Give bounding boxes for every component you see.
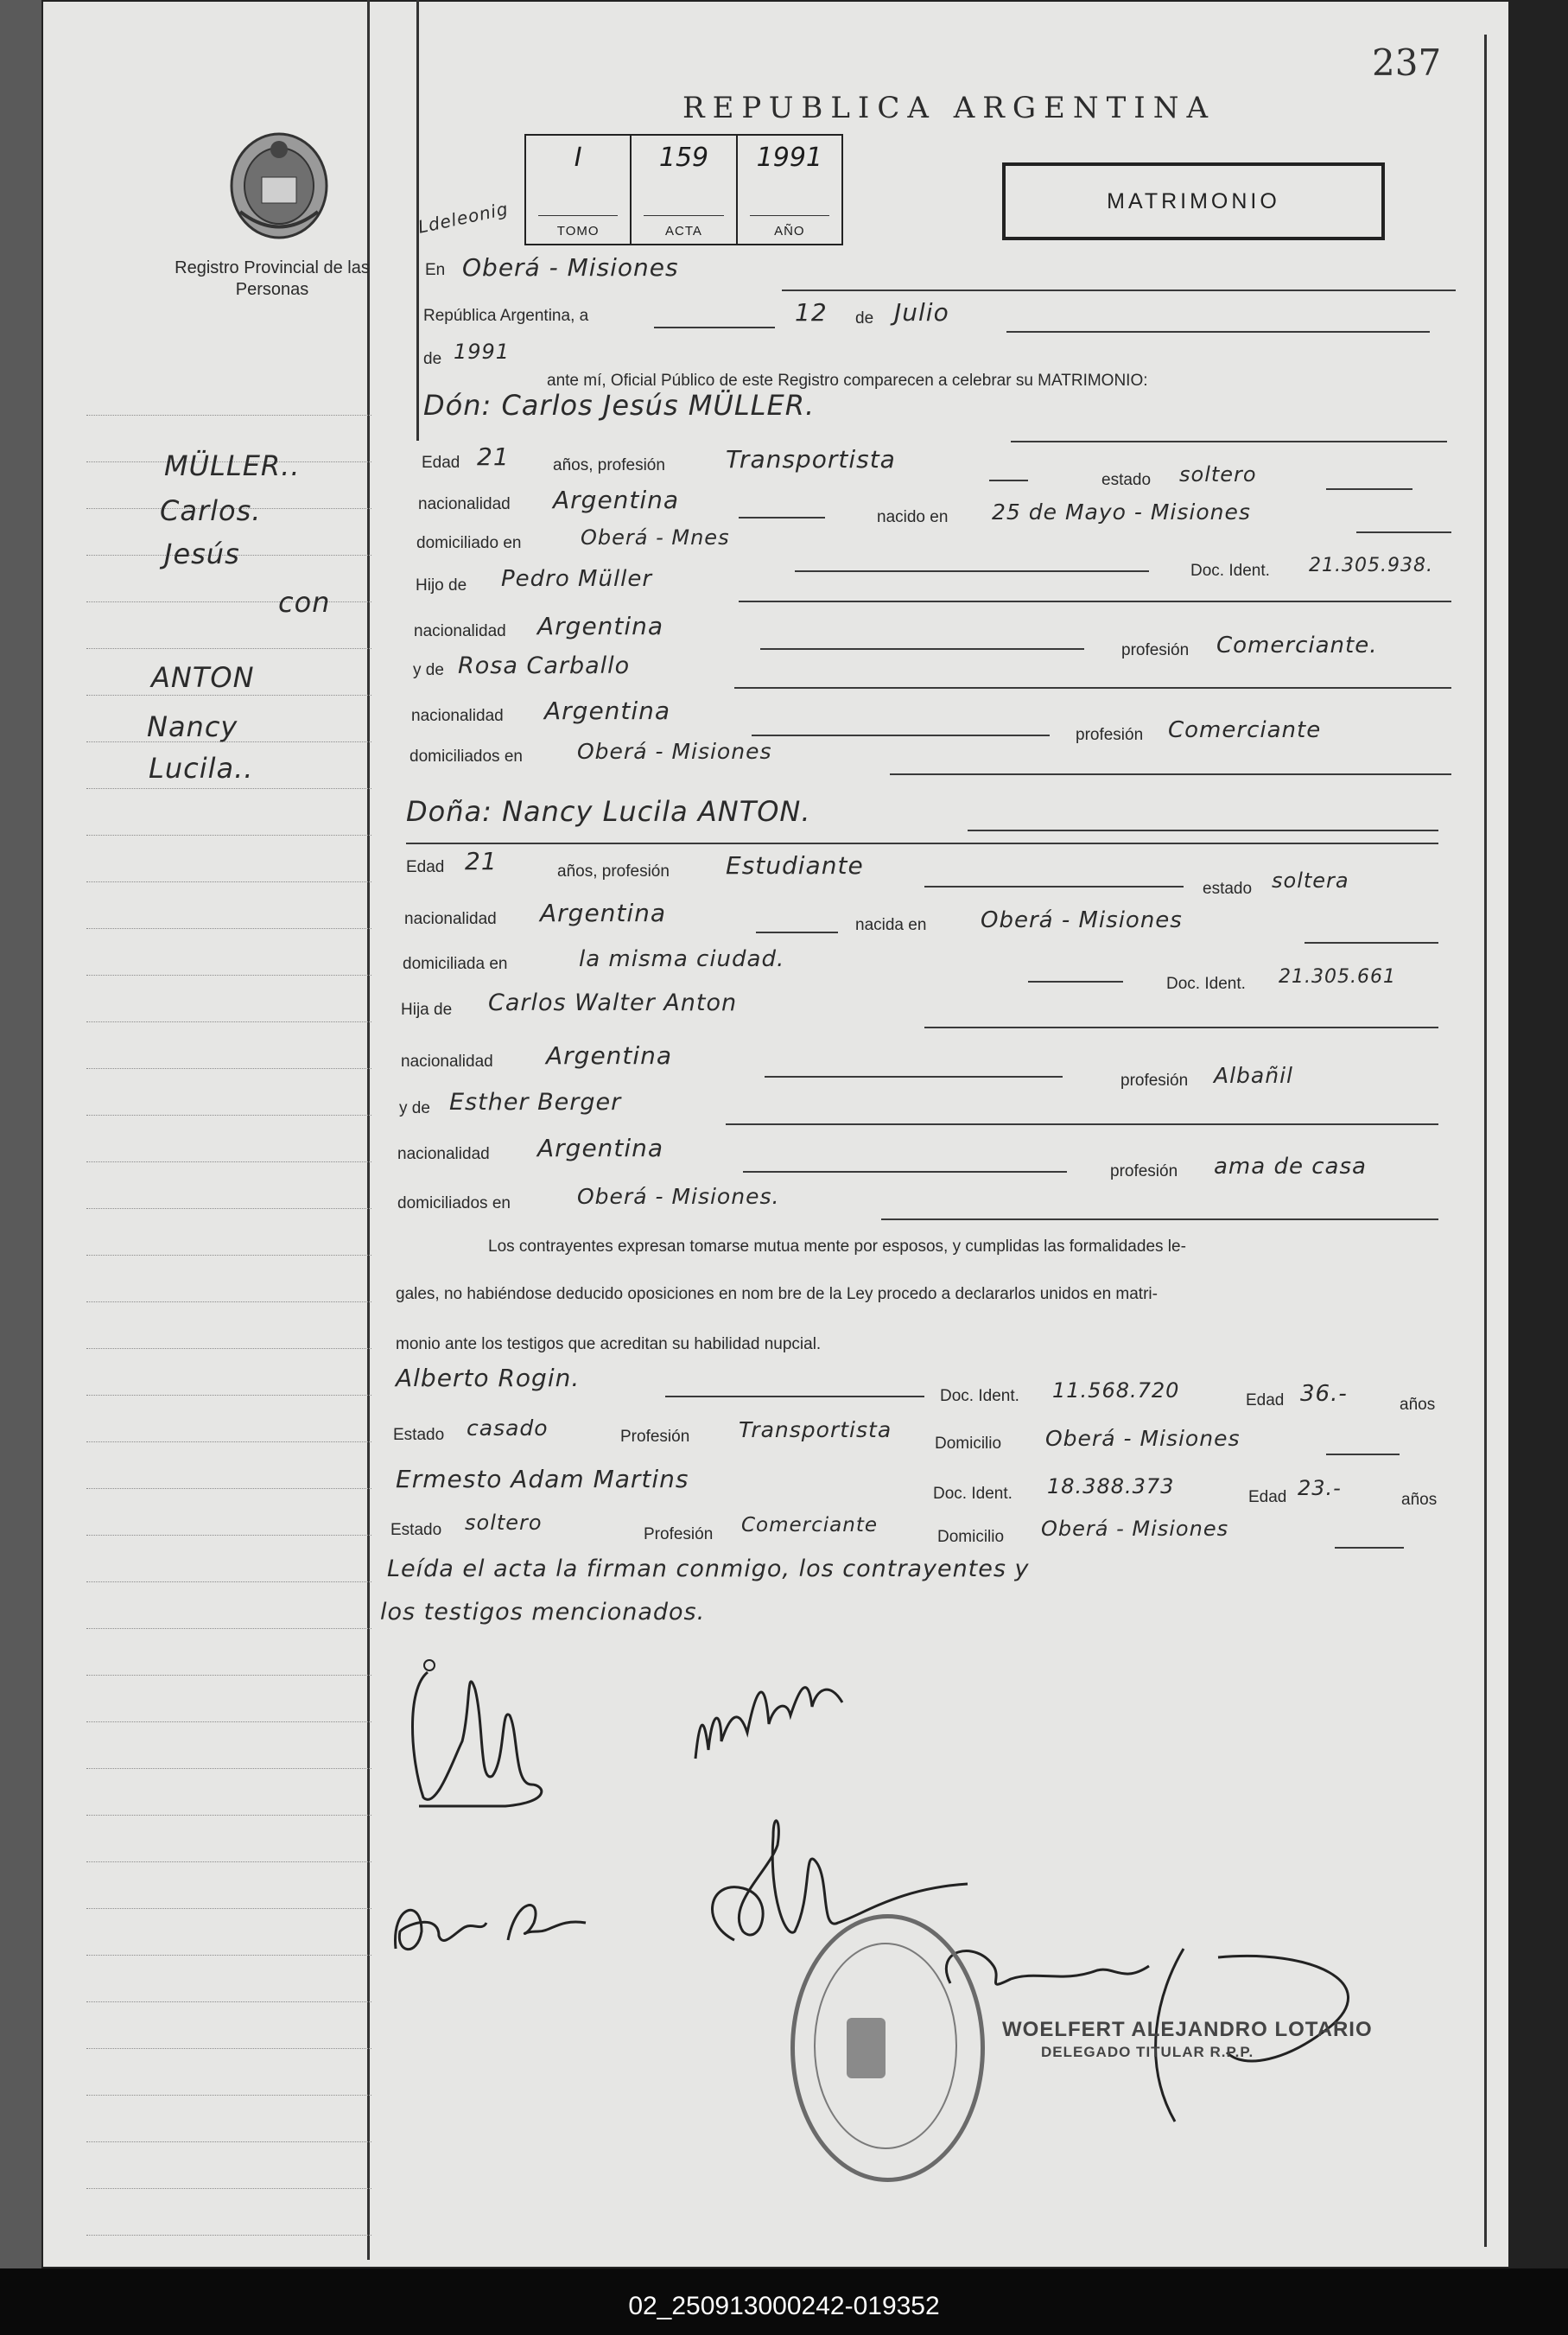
witness2-dom-label: Domicilio — [937, 1528, 1005, 1546]
witness1-domicilio: Oberá - Misiones — [1045, 1426, 1241, 1451]
margin-ruled-line — [86, 1115, 371, 1116]
bride-padres-dom: Oberá - Misiones. — [577, 1184, 780, 1209]
page-edge — [1510, 0, 1568, 2268]
margin-ruled-line — [86, 2095, 371, 2096]
groom-madre-nac: Argentina — [544, 697, 671, 725]
bride-padre-nac: Argentina — [546, 1041, 673, 1070]
groom-nacido-label: nacido en — [877, 508, 949, 526]
margin-ruled-line — [86, 1955, 371, 1956]
groom-nacido: 25 de Mayo - Misiones — [992, 499, 1251, 525]
margin-ruled-line — [86, 1068, 371, 1069]
groom-padre: Pedro Müller — [501, 566, 653, 592]
groom-estado-label: estado — [1101, 471, 1152, 489]
official-seal — [790, 1914, 985, 2182]
anio-value: 1991 — [756, 143, 822, 173]
groom-madre-nac-label: nacionalidad — [411, 707, 504, 725]
record-id-box — [524, 134, 843, 245]
margin-ruled-line — [86, 1628, 371, 1629]
margin-ruled-line — [86, 648, 371, 649]
witness2-edad-label: Edad — [1248, 1488, 1287, 1506]
margin-name-4: con — [278, 586, 331, 619]
margin-name-5: ANTON — [151, 661, 255, 694]
groom-nac-label: nacionalidad — [418, 495, 511, 513]
bride-name: Doña: Nancy Lucila ANTON. — [406, 795, 811, 828]
declaration-line-2: gales, no habiéndose deducido oposiciones en nom bre de la Ley procedo a declararlos unidos en matri- — [396, 1285, 1158, 1303]
margin-ruled-line — [86, 1815, 371, 1816]
witness1-anos: años — [1400, 1396, 1436, 1414]
margin-ruled-line — [86, 1301, 371, 1302]
intro-place: Oberá - Misiones — [462, 253, 679, 282]
margin-ruled-line — [86, 1395, 371, 1396]
bride-padre-nac-label: nacionalidad — [401, 1053, 493, 1071]
anio-label: AÑO — [774, 224, 805, 239]
bride-nacida: Oberá - Misiones — [981, 907, 1183, 933]
bride-estado-label: estado — [1203, 880, 1253, 898]
groom-madre-prof: Comerciante — [1168, 717, 1322, 743]
witness1-profesion: Transportista — [739, 1417, 892, 1442]
witness1-edad-label: Edad — [1246, 1391, 1285, 1409]
bride-padre-prof-label: profesión — [1120, 1072, 1189, 1090]
margin-ruled-line — [86, 695, 371, 696]
tomo-label: TOMO — [556, 224, 600, 239]
witness1-prof-label: Profesión — [620, 1428, 690, 1446]
groom-madre-prof-label: profesión — [1076, 726, 1144, 744]
groom-padres-dom: Oberá - Misiones — [577, 739, 772, 764]
bride-padre-prof: Albañil — [1214, 1063, 1293, 1088]
margin-ruled-line — [86, 2001, 371, 2002]
page-number: 237 — [1372, 41, 1442, 84]
groom-doc: 21.305.938. — [1309, 555, 1433, 576]
bride-nacionalidad: Argentina — [540, 899, 667, 927]
groom-doc-label: Doc. Ident. — [1190, 562, 1270, 580]
groom-edad: 21 — [477, 442, 510, 471]
margin-name-7: Lucila.. — [149, 752, 254, 785]
margin-ruled-line — [86, 975, 371, 976]
witness2-doc: 18.388.373 — [1047, 1474, 1175, 1498]
witness2-prof-label: Profesión — [644, 1525, 714, 1543]
margin-ruled-line — [86, 2141, 371, 2142]
margin-ruled-line — [86, 2188, 371, 2189]
groom-padre-prof: Comerciante. — [1216, 633, 1378, 659]
bride-dom-label: domiciliada en — [403, 955, 508, 973]
margin-divider — [367, 0, 370, 2260]
intro-en: En — [425, 261, 446, 279]
margin-ruled-line — [86, 1021, 371, 1022]
witness1-edad: 36.- — [1300, 1381, 1348, 1407]
margin-ruled-line — [86, 415, 371, 416]
margin-ruled-line — [86, 1768, 371, 1769]
margin-name-2: Carlos. — [160, 494, 262, 527]
intro-republica: República Argentina, a — [423, 307, 589, 325]
groom-domicilio: Oberá - Mnes — [581, 525, 730, 550]
margin-ruled-line — [86, 881, 371, 882]
tomo-cell — [526, 136, 632, 244]
bride-madre-nac: Argentina — [537, 1134, 664, 1162]
groom-madre: Rosa Carballo — [458, 652, 631, 679]
bride-edad-label: Edad — [406, 858, 445, 876]
witness2-estado: soltero — [465, 1511, 543, 1535]
intro-day: 12 — [795, 298, 828, 327]
witness2-anos: años — [1401, 1491, 1438, 1509]
side-note: Ldeleonig — [416, 198, 511, 238]
bride-padre: Carlos Walter Anton — [488, 989, 738, 1016]
groom-estado: soltero — [1179, 462, 1257, 487]
registry-name: Registro Provincial de las Personas — [175, 258, 370, 299]
margin-ruled-line — [86, 1255, 371, 1256]
country-heading: REPUBLICA ARGENTINA — [682, 91, 1216, 125]
margin-name-6: Nancy — [147, 710, 238, 743]
groom-padre-nac-label: nacionalidad — [414, 622, 506, 640]
margin-name-1: MÜLLER.. — [164, 449, 301, 482]
margin-ruled-line — [86, 2048, 371, 2049]
groom-hijo-label: Hijo de — [416, 576, 467, 595]
bride-doc: 21.305.661 — [1279, 966, 1396, 988]
groom-yde-label: y de — [413, 661, 444, 679]
groom-nacionalidad: Argentina — [553, 486, 680, 514]
act-type-box: MATRIMONIO — [1002, 162, 1385, 240]
witness1-doc: 11.568.720 — [1052, 1378, 1180, 1403]
witness1-estado-label: Estado — [393, 1426, 445, 1444]
groom-dom-label: domiciliado en — [416, 534, 522, 552]
acta-cell — [632, 136, 737, 244]
declaration-line-1: Los contrayentes expresan tomarse mutua mente por esposos, y cumplidas las formalidades le- — [488, 1237, 1186, 1256]
closing-line-2: los testigos mencionados. — [380, 1599, 706, 1626]
margin-ruled-line — [86, 1208, 371, 1209]
intro-de: de — [855, 309, 874, 328]
witness2-profesion: Comerciante — [741, 1514, 879, 1537]
margin-name-3: Jesús — [164, 538, 240, 570]
margin-ruled-line — [86, 2235, 371, 2236]
bride-madre: Esther Berger — [449, 1089, 622, 1116]
bride-profesion: Estudiante — [726, 851, 864, 880]
bride-domicilio: la misma ciudad. — [579, 946, 785, 972]
official-title: DELEGADO TITULAR R.P.P. — [1041, 2044, 1254, 2060]
margin-ruled-line — [86, 1441, 371, 1442]
acta-value: 159 — [658, 143, 709, 173]
margin-ruled-line — [86, 788, 371, 789]
intro-de2: de — [423, 350, 442, 368]
bride-padres-dom-label: domiciliados en — [397, 1194, 511, 1212]
bride-anos-prof: años, profesión — [557, 862, 670, 881]
margin-ruled-line — [86, 928, 371, 929]
witness1-doc-label: Doc. Ident. — [940, 1387, 1019, 1405]
margin-ruled-line — [86, 1675, 371, 1676]
official-name: WOELFERT ALEJANDRO LOTARIO — [1002, 2018, 1373, 2041]
witness2-edad: 23.- — [1298, 1476, 1342, 1500]
groom-anos-prof: años, profesión — [553, 456, 665, 474]
coat-of-arms-icon — [223, 125, 335, 246]
witness1-name: Alberto Rogin. — [396, 1364, 581, 1392]
groom-name: Dón: Carlos Jesús MÜLLER. — [423, 389, 816, 422]
margin-ruled-line — [86, 1488, 371, 1489]
bride-edad: 21 — [465, 847, 498, 875]
intro-year: 1991 — [454, 340, 511, 364]
witness1-dom-label: Domicilio — [935, 1435, 1002, 1453]
signature-groom — [402, 1655, 566, 1823]
bride-yde-label: y de — [399, 1099, 430, 1117]
witness1-estado: casado — [467, 1416, 549, 1441]
groom-padre-prof-label: profesión — [1121, 641, 1190, 659]
tomo-value: I — [574, 143, 582, 173]
witness2-doc-label: Doc. Ident. — [933, 1485, 1013, 1503]
bride-madre-prof-label: profesión — [1110, 1162, 1178, 1180]
footer-code: 02_250913000242-019352 — [628, 2292, 940, 2320]
bride-estado: soltera — [1272, 868, 1349, 893]
margin-ruled-line — [86, 1348, 371, 1349]
margin-ruled-line — [86, 1908, 371, 1909]
anio-cell — [738, 136, 841, 244]
groom-edad-label: Edad — [422, 454, 460, 472]
bride-nac-label: nacionalidad — [404, 910, 497, 928]
bride-doc-label: Doc. Ident. — [1166, 975, 1246, 993]
groom-profesion: Transportista — [726, 445, 896, 474]
intro-text: ante mí, Oficial Público de este Registro comparecen a celebrar su MATRIMONIO: — [547, 372, 1148, 390]
acta-label: ACTA — [665, 224, 702, 239]
bride-nacida-label: nacida en — [855, 916, 927, 934]
groom-padres-dom-label: domiciliados en — [409, 748, 523, 766]
intro-month: Julio — [894, 298, 949, 327]
margin-ruled-line — [86, 1861, 371, 1862]
declaration-line-3: monio ante los testigos que acreditan su habilidad nupcial. — [396, 1335, 822, 1353]
witness2-domicilio: Oberá - Misiones — [1041, 1517, 1229, 1541]
form-right-border — [1484, 35, 1487, 2247]
margin-ruled-line — [86, 1581, 371, 1582]
bride-madre-nac-label: nacionalidad — [397, 1145, 490, 1163]
witness2-estado-label: Estado — [390, 1521, 442, 1539]
bride-hija-label: Hija de — [401, 1001, 453, 1019]
signature-bride — [687, 1655, 860, 1767]
closing-line-1: Leída el acta la firman conmigo, los contrayentes y — [387, 1556, 1030, 1582]
margin-ruled-line — [86, 1721, 371, 1722]
margin-ruled-line — [86, 1161, 371, 1162]
bride-madre-prof: ama de casa — [1214, 1154, 1367, 1180]
margin-ruled-line — [86, 835, 371, 836]
margin-ruled-line — [86, 1535, 371, 1536]
signature-witness1 — [387, 1871, 599, 1966]
witness2-name: Ermesto Adam Martins — [396, 1465, 689, 1493]
groom-padre-nac: Argentina — [537, 612, 664, 640]
